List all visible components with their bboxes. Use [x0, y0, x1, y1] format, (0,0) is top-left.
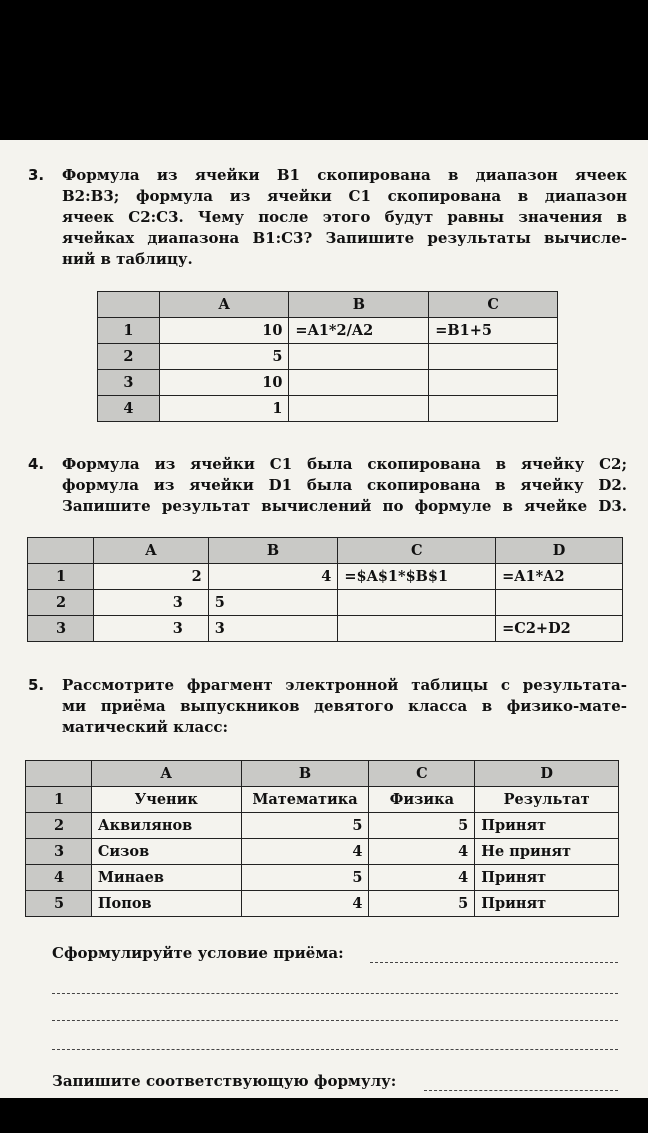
answer-line[interactable]: [52, 993, 618, 994]
column-header: D: [475, 761, 619, 787]
answer-cell[interactable]: [429, 344, 558, 370]
task-text-line: ячеек C2:C3. Чему после этого будут равны значения в: [62, 208, 627, 226]
task-text-line: Формула из ячейки B1 скопирована в диапазон ячеек: [62, 166, 627, 184]
table-row: [26, 865, 619, 891]
row-header: 1: [26, 787, 92, 813]
cell: 4: [208, 564, 338, 590]
cell: [338, 590, 496, 616]
cell: 3: [93, 616, 208, 642]
column-header: D: [496, 538, 623, 564]
cell: Принят: [475, 865, 619, 891]
task-text-line: Рассмотрите фрагмент электронной таблицы с результата-: [62, 676, 627, 694]
column-header: B: [208, 538, 338, 564]
row-header: 3: [28, 616, 94, 642]
column-header: B: [241, 761, 369, 787]
column-header: C: [429, 292, 558, 318]
cell: Попов: [91, 891, 241, 917]
answer-cell[interactable]: =C2+D2: [496, 616, 623, 642]
cell: =A1*A2: [496, 564, 623, 590]
cell: 5: [241, 813, 369, 839]
column-header: A: [91, 761, 241, 787]
cell: [338, 616, 496, 642]
row-header: 4: [98, 396, 160, 422]
formula-prompt: Запишите соответствующую формулу:: [52, 1072, 397, 1090]
cell: Не принят: [475, 839, 619, 865]
cell: Принят: [475, 813, 619, 839]
task-text-line: B2:B3; формула из ячейки C1 скопирована в диапазон: [62, 187, 627, 205]
spreadsheet-task-4: [27, 537, 623, 642]
corner-cell: [28, 538, 94, 564]
cell: Математика: [241, 787, 369, 813]
cell: 3: [208, 616, 338, 642]
table-row: [28, 616, 623, 642]
cell: Принят: [475, 891, 619, 917]
task-text-line: формула из ячейки D1 была скопирована в ячейку D2.: [62, 476, 627, 494]
header-row: [28, 538, 623, 564]
cell: Сизов: [91, 839, 241, 865]
cell: 4: [241, 891, 369, 917]
table-row: [26, 787, 619, 813]
header-row: [98, 292, 558, 318]
cell: Физика: [369, 787, 475, 813]
table-row: [26, 891, 619, 917]
cell: 3: [93, 590, 208, 616]
cell: Минаев: [91, 865, 241, 891]
row-header: 4: [26, 865, 92, 891]
column-header: A: [93, 538, 208, 564]
corner-cell: [26, 761, 92, 787]
spreadsheet-task-3: [97, 291, 558, 422]
row-header: 2: [98, 344, 160, 370]
column-header: B: [289, 292, 429, 318]
answer-line[interactable]: [52, 1020, 618, 1021]
row-header: 1: [28, 564, 94, 590]
answer-cell[interactable]: [289, 344, 429, 370]
cell: 2: [93, 564, 208, 590]
cell: 5: [241, 865, 369, 891]
cell: [289, 396, 429, 422]
table-row: [28, 590, 623, 616]
answer-line-condition[interactable]: [370, 962, 618, 963]
cell: Аквилянов: [91, 813, 241, 839]
cell: Результат: [475, 787, 619, 813]
cell: 4: [369, 865, 475, 891]
task-text-line: ний в таблицу.: [62, 250, 193, 268]
cell: =B1+5: [429, 318, 558, 344]
task-text-line: ми приёма выпускников девятого класса в физико-мате-: [62, 697, 627, 715]
row-header: 2: [26, 813, 92, 839]
row-header: 3: [98, 370, 160, 396]
table-row: [26, 839, 619, 865]
row-header: 3: [26, 839, 92, 865]
row-header: 5: [26, 891, 92, 917]
cell: [496, 590, 623, 616]
task-number: 4.: [28, 455, 45, 473]
task-number: 3.: [28, 166, 45, 184]
cell: =$A$1*$B$1: [338, 564, 496, 590]
answer-line-formula[interactable]: [424, 1090, 618, 1091]
spreadsheet-task-5: [25, 760, 619, 917]
cell: 10: [159, 318, 289, 344]
column-header: C: [369, 761, 475, 787]
table-row: [98, 396, 558, 422]
row-header: 1: [98, 318, 160, 344]
cell: Ученик: [91, 787, 241, 813]
row-header: 2: [28, 590, 94, 616]
column-header: C: [338, 538, 496, 564]
task-text-line: матический класс:: [62, 718, 229, 736]
answer-line[interactable]: [52, 1049, 618, 1050]
header-row: [26, 761, 619, 787]
worksheet-page: [0, 140, 648, 1098]
table-row: [98, 344, 558, 370]
column-header: A: [159, 292, 289, 318]
cell: 4: [241, 839, 369, 865]
cell: 5: [208, 590, 338, 616]
table-row: [98, 370, 558, 396]
cell: 5: [369, 813, 475, 839]
table-row: [28, 564, 623, 590]
answer-cell[interactable]: [429, 370, 558, 396]
cell: 5: [159, 344, 289, 370]
cell: [429, 396, 558, 422]
task-text-line: Формула из ячейки C1 была скопирована в ячейку C2;: [62, 455, 627, 473]
task-text-line: Запишите результат вычислений по формуле в ячейке D3.: [62, 497, 627, 515]
cell: 10: [159, 370, 289, 396]
task-text-line: ячейках диапазона B1:C3? Запишите результаты вычисле-: [62, 229, 627, 247]
table-row: [98, 318, 558, 344]
answer-cell[interactable]: [289, 370, 429, 396]
cell: 5: [369, 891, 475, 917]
cell: =A1*2/A2: [289, 318, 429, 344]
task-number: 5.: [28, 676, 45, 694]
table-row: [26, 813, 619, 839]
cell: 4: [369, 839, 475, 865]
condition-prompt: Сформулируйте условие приёма:: [52, 944, 344, 962]
corner-cell: [98, 292, 160, 318]
cell: 1: [159, 396, 289, 422]
